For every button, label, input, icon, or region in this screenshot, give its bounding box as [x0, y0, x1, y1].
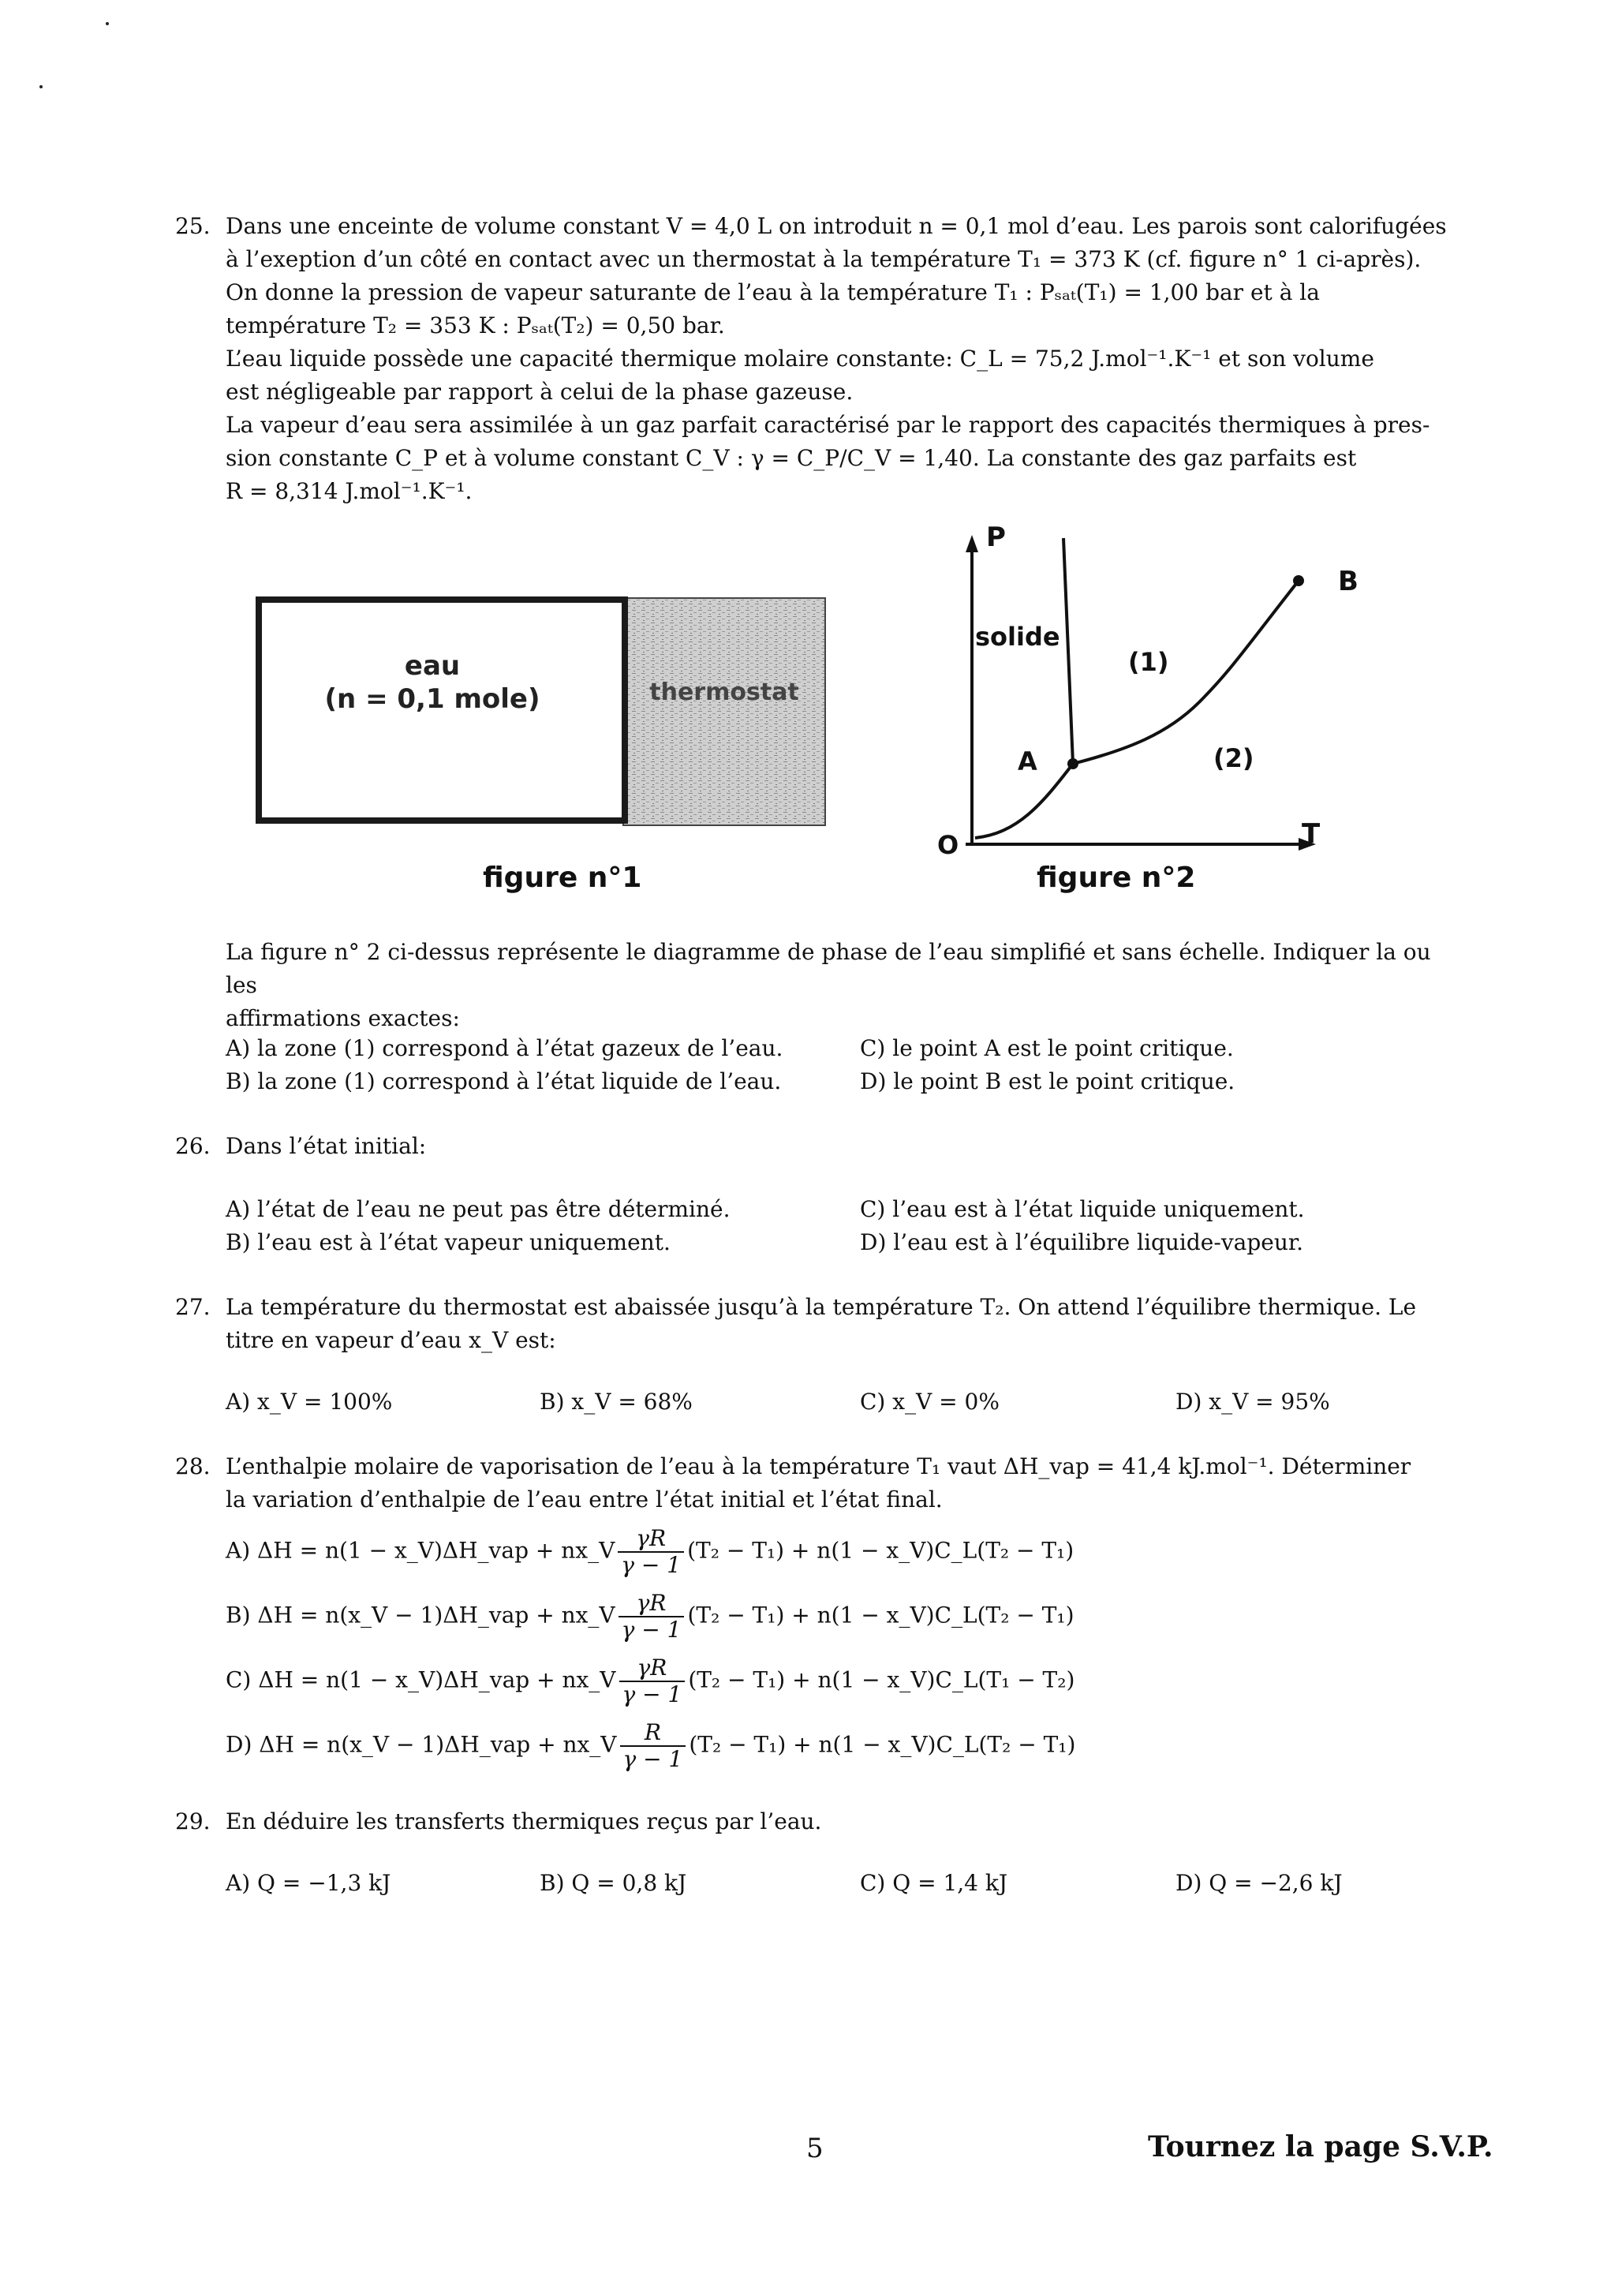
statement-line: L’enthalpie molaire de vaporisation de l’eau à la température T₁ vaut ΔH_vap = 41,4 kJ.mol⁻¹. Déterminer	[226, 1453, 1411, 1479]
statement-line: R = 8,314 J.mol⁻¹.K⁻¹.	[226, 478, 473, 504]
figure-2-phase-diagram	[931, 521, 1373, 868]
question-number: 28.	[175, 1453, 211, 1479]
q26-option-c[interactable]: C) l’eau est à l’état liquide uniquement.	[860, 1196, 1305, 1222]
statement-line: La vapeur d’eau sera assimilée à un gaz parfait caractérisé par le rapport des capacités thermiques à pres-	[226, 412, 1430, 438]
origin-label: O	[937, 830, 959, 860]
scan-speck	[106, 22, 109, 25]
fraction-numerator: γR	[618, 1526, 684, 1553]
thermostat-block	[623, 598, 825, 825]
q27-option-c[interactable]: C) x_V = 0%	[860, 1389, 1000, 1415]
fraction-denominator: γ − 1	[622, 1746, 683, 1772]
statement-line: L’eau liquide possède une capacité thermique molaire constante: C_L = 75,2 J.mol⁻¹.K⁻¹ et son volume	[226, 346, 1374, 372]
prompt-line: La figure n° 2 ci-dessus représente le diagramme de phase de l’eau simplifié et sans échelle. Indiquer la ou les	[226, 939, 1431, 998]
question-27	[175, 1291, 1469, 1357]
question-29	[175, 1805, 1469, 1838]
formula-right: (T₂ − T₁) + n(1 − x_V)C_L(T₁ − T₂)	[688, 1666, 1075, 1693]
formula-left: B) ΔH = n(x_V − 1)ΔH_vap + nx_V	[226, 1602, 615, 1629]
formula-left: D) ΔH = n(x_V − 1)ΔH_vap + nx_V	[226, 1731, 617, 1758]
fraction	[618, 1526, 684, 1578]
formula-right: (T₂ − T₁) + n(1 − x_V)C_L(T₂ − T₁)	[687, 1537, 1074, 1564]
thermostat-label: thermostat	[649, 679, 799, 706]
p-axis-label: P	[986, 522, 1006, 553]
fraction-denominator: γ − 1	[621, 1617, 682, 1643]
figure-1-caption: figure n°1	[483, 862, 642, 894]
fraction-denominator: γ − 1	[621, 1552, 682, 1578]
formula-left: A) ΔH = n(1 − x_V)ΔH_vap + nx_V	[226, 1537, 615, 1564]
q28-option-b[interactable]	[226, 1591, 1074, 1643]
point-a	[1067, 758, 1078, 769]
figure-2-caption: figure n°2	[1037, 862, 1196, 894]
q28-option-d[interactable]	[226, 1720, 1075, 1772]
fraction-denominator: γ − 1	[622, 1681, 682, 1707]
figure-1	[252, 584, 836, 836]
question-26-statement: Dans l’état initial:	[226, 1133, 427, 1159]
zone-1-label: (1)	[1128, 647, 1169, 677]
q29-option-d[interactable]: D) Q = −2,6 kJ	[1175, 1870, 1343, 1896]
q29-option-a[interactable]: A) Q = −1,3 kJ	[226, 1870, 391, 1896]
point-a-label: A	[1018, 746, 1037, 776]
statement-line: La température du thermostat est abaissée jusqu’à la température T₂. On attend l’équilibre thermique. Le	[226, 1294, 1417, 1320]
statement-line: On donne la pression de vapeur saturante de l’eau à la température T₁ : Pₛₐₜ(T₁) = 1,00 bar et à la	[226, 279, 1320, 305]
q25-option-d[interactable]: D) le point B est le point critique.	[860, 1068, 1235, 1094]
fraction	[620, 1720, 686, 1772]
q27-option-b[interactable]: B) x_V = 68%	[540, 1389, 693, 1415]
q26-option-d[interactable]: D) l’eau est à l’équilibre liquide-vapeur.	[860, 1229, 1304, 1255]
q25-option-b[interactable]: B) la zone (1) correspond à l’état liquide de l’eau.	[226, 1068, 782, 1094]
prompt-line: affirmations exactes:	[226, 1005, 460, 1031]
vaporization-curve	[1073, 581, 1299, 764]
fraction-numerator: γR	[619, 1591, 685, 1617]
point-b	[1293, 575, 1304, 586]
formula-left: C) ΔH = n(1 − x_V)ΔH_vap + nx_V	[226, 1666, 616, 1693]
statement-line: Dans une enceinte de volume constant V = 4,0 L on introduit n = 0,1 mol d’eau. Les parois sont calorifugées	[226, 213, 1447, 239]
fusion-curve	[1063, 538, 1073, 764]
question-28-statement	[226, 1450, 1469, 1516]
q28-option-c[interactable]	[226, 1655, 1074, 1707]
question-number: 26.	[175, 1133, 211, 1159]
question-25	[175, 210, 1469, 508]
zone-2-label: (2)	[1213, 743, 1254, 773]
q28-option-a[interactable]	[226, 1526, 1074, 1578]
statement-line: température T₂ = 353 K : Pₛₐₜ(T₂) = 0,50 bar.	[226, 312, 725, 338]
question-26	[175, 1130, 1469, 1163]
statement-line: à l’exeption d’un côté en contact avec un thermostat à la température T₁ = 373 K (cf. figure n° 1 ci-après).	[226, 246, 1422, 272]
q27-option-d[interactable]: D) x_V = 95%	[1175, 1389, 1330, 1415]
scan-speck	[39, 85, 43, 88]
question-number: 29.	[175, 1808, 211, 1834]
q25-option-c[interactable]: C) le point A est le point critique.	[860, 1035, 1234, 1061]
q25-option-a[interactable]: A) la zone (1) correspond à l’état gazeux de l’eau.	[226, 1035, 783, 1061]
statement-line: est négligeable par rapport à celui de la phase gazeuse.	[226, 379, 854, 405]
question-25-statement	[226, 210, 1469, 508]
q27-option-a[interactable]: A) x_V = 100%	[226, 1389, 393, 1415]
q26-option-b[interactable]: B) l’eau est à l’état vapeur uniquement.	[226, 1229, 671, 1255]
question-29-statement: En déduire les transferts thermiques reçus par l’eau.	[226, 1808, 822, 1834]
page-number: 5	[806, 2133, 824, 2164]
turn-page-note: Tournez la page S.V.P.	[1148, 2130, 1493, 2163]
water-label: eau	[404, 650, 461, 682]
question-number: 27.	[175, 1294, 211, 1320]
statement-line: sion constante C_P et à volume constant C_V : γ = C_P/C_V = 1,40. La constante des gaz parfaits est	[226, 445, 1357, 471]
q29-option-b[interactable]: B) Q = 0,8 kJ	[540, 1870, 687, 1896]
q29-option-c[interactable]: C) Q = 1,4 kJ	[860, 1870, 1008, 1896]
question-28	[175, 1450, 1469, 1516]
p-axis-arrowhead	[966, 535, 978, 552]
question-27-statement	[226, 1291, 1469, 1357]
formula-right: (T₂ − T₁) + n(1 − x_V)C_L(T₂ − T₁)	[689, 1731, 1076, 1758]
solid-zone-label: solide	[975, 622, 1060, 652]
fraction-numerator: R	[620, 1720, 686, 1747]
water-amount-label: (n = 0,1 mole)	[324, 683, 540, 715]
t-axis-label: T	[1302, 818, 1321, 850]
point-b-label: B	[1338, 566, 1359, 597]
statement-line: titre en vapeur d’eau x_V est:	[226, 1327, 556, 1353]
formula-right: (T₂ − T₁) + n(1 − x_V)C_L(T₂ − T₁)	[687, 1602, 1074, 1629]
fraction	[619, 1655, 686, 1707]
q26-option-a[interactable]: A) l’état de l’eau ne peut pas être déterminé.	[226, 1196, 731, 1222]
question-number: 25.	[175, 213, 211, 239]
fraction	[619, 1591, 685, 1643]
fraction-numerator: γR	[619, 1655, 686, 1682]
statement-line: la variation d’enthalpie de l’eau entre l’état initial et l’état final.	[226, 1486, 943, 1513]
question-25-prompt	[226, 936, 1469, 1035]
